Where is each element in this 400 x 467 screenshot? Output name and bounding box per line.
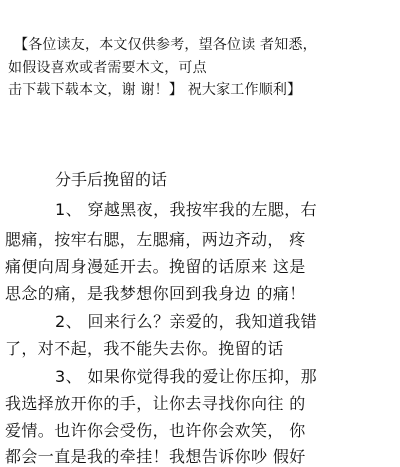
notice-line-3: 击下载下载本文，谢 谢！】 祝大家工作顺利】 bbox=[8, 82, 302, 98]
body-line-4: 思念的痛，是我梦想你回到我身边 的痛！ bbox=[5, 284, 306, 303]
body-line-7: 3、 如果你觉得我的爱让你压抑，那 bbox=[55, 367, 318, 386]
body-line-8: 我选择放开你的手，让你去寻找你向往 的 bbox=[5, 394, 306, 413]
body-line-1: 1、 穿越黑夜，我按牢我的左腮，右 bbox=[55, 200, 318, 219]
body-line-5: 2、 回来行么？亲爱的，我知道我错 bbox=[55, 312, 318, 331]
notice-line-2: 如假设喜欢或者需要木文，可点 bbox=[8, 60, 207, 76]
article-title: 分手后挽留的话 bbox=[55, 170, 168, 189]
body-line-10: 都会一直是我的牵挂！我想告诉你吵 假好 bbox=[5, 447, 306, 466]
body-line-2: 腮痛，按牢右腮，左腮痛，两边齐动， 疼 bbox=[5, 230, 306, 249]
body-line-3: 痛便向周身漫延开去。挽留的话原来 这是 bbox=[5, 257, 306, 276]
body-line-9: 爱情。也许你会受伤，也许你会欢笑， 你 bbox=[5, 421, 306, 440]
body-line-6: 了，对不起，我不能失去你。挽留的话 bbox=[5, 339, 284, 358]
notice-line-1: 【各位读友，本文仅供参考，望各位读 者知悉， bbox=[14, 37, 317, 53]
